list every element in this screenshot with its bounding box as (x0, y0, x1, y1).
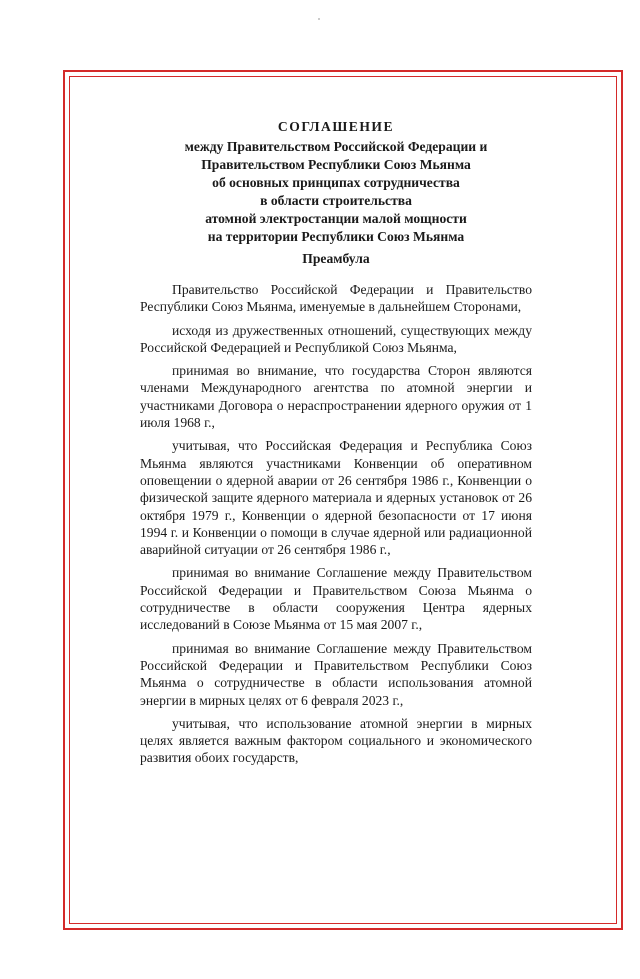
paragraph: учитывая, что использование атомной энергии в мирных целях является важным фактором социального и экономического развития обоих государств, (140, 715, 532, 766)
paragraph: Правительство Российской Федерации и Правительство Республики Союз Мьянма, именуемые в дальнейшем Сторонами, (140, 282, 532, 315)
scan-artifact (318, 18, 320, 20)
preamble-heading: Преамбула (302, 251, 370, 266)
title-line: атомной электростанции малой мощности (205, 211, 467, 226)
paragraph: принимая во внимание Соглашение между Правительством Российской Федерации и Правительством Республики Союз Мьянма о сотрудничестве в области использования атомной энергии в мирных целях от 6 февраля 2023 г., (140, 640, 532, 708)
preamble-body (140, 281, 532, 773)
title-line-main: СОГЛАШЕНИЕ (277, 119, 395, 134)
title-line: на территории Республики Союз Мьянма (207, 229, 465, 244)
paragraph: принимая во внимание, что государства Сторон являются членами Международного агентства по атомной энергии и участниками Договора о нераспространении ядерного оружия от 1 июля 1968 г., (140, 363, 532, 431)
paragraph: исходя из дружественных отношений, существующих между Российской Федерацией и Республикой Союз Мьянма, (140, 322, 532, 355)
title-line: в области строительства (260, 193, 412, 208)
document-title (140, 118, 532, 246)
paragraph: учитывая, что Российская Федерация и Республика Союз Мьянма являются участниками Конвенции об оперативном оповещении о ядерной аварии от 26 сентября 1986 г., Конвенции о физической защите ядерного материала и ядерных установок от 26 октября 1979 г., Конвенции о ядерной безопасности от 17 июня 1994 г. и Конвенции о помощи в случае ядерной или радиационной аварийной ситуации от 26 сентября 1986 г., (140, 438, 532, 558)
paragraph: принимая во внимание Соглашение между Правительством Российской Федерации и Правительством Союза Мьянма о сотрудничестве в области сооружения Центра ядерных исследований в Союзе Мьянма от 15 мая 2007 г., (140, 565, 532, 633)
title-line: между Правительством Российской Федерации и (184, 139, 488, 154)
title-line: об основных принципах сотрудничества (212, 175, 460, 190)
title-line: Правительством Республики Союз Мьянма (201, 157, 471, 172)
